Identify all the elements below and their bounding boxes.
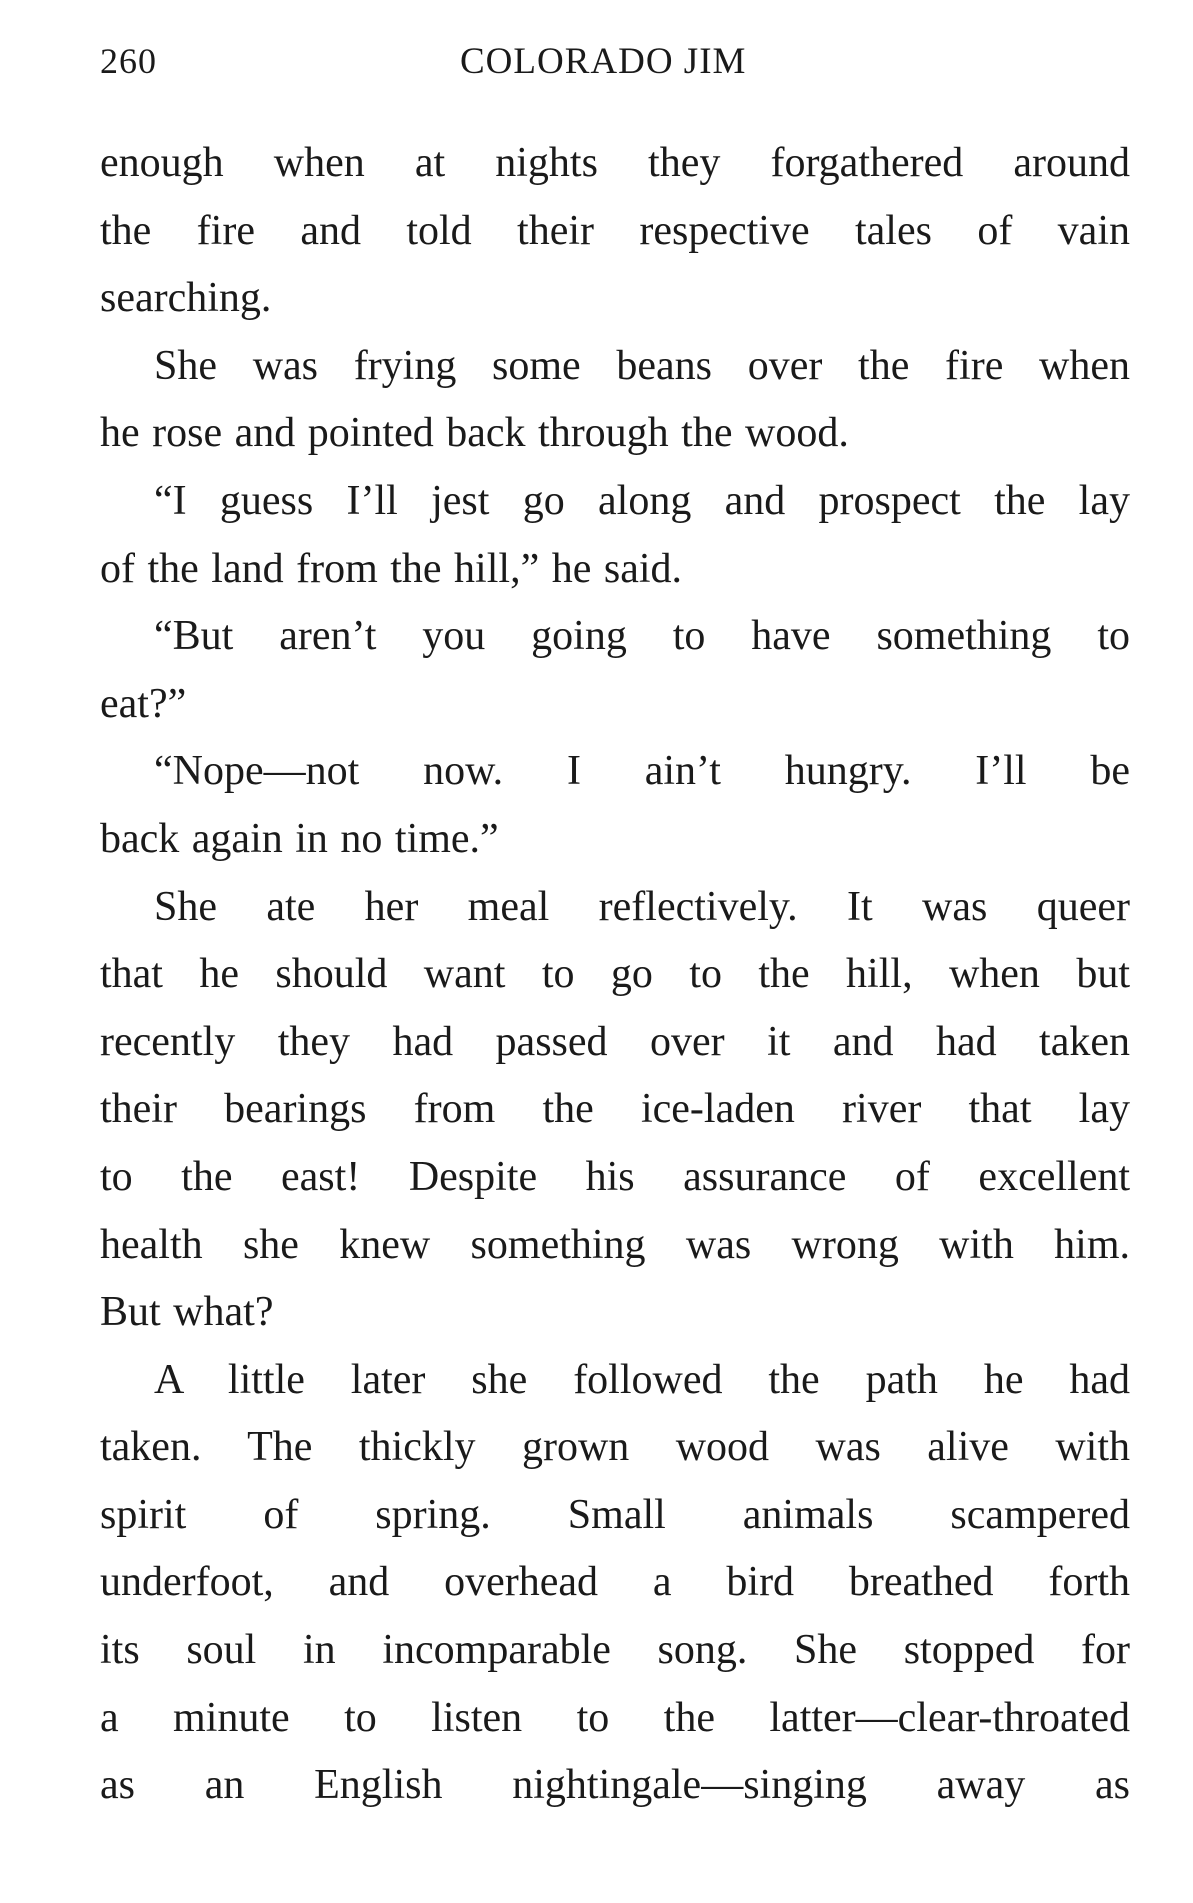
text-line: as an English nightingale—singing away as	[100, 1762, 1130, 1809]
text-line: to the east! Despite his assurance of excellent	[100, 1153, 1130, 1200]
text-line: taken. The thickly grown wood was alive with	[100, 1424, 1130, 1471]
text-line: he rose and pointed back through the wood.	[100, 410, 849, 457]
text-line: recently they had passed over it and had taken	[100, 1018, 1130, 1065]
book-title: COLORADO JIM	[460, 41, 747, 82]
text-line: back again in no time.”	[100, 815, 499, 862]
text-line: a minute to listen to the latter—clear-throated	[100, 1694, 1130, 1741]
text-line: She was frying some beans over the fire when	[154, 342, 1130, 389]
text-line: But what?	[100, 1289, 274, 1336]
text-line: “But aren’t you going to have something to	[154, 613, 1130, 660]
text-line: She ate her meal reflectively. It was queer	[154, 883, 1130, 930]
text-line: that he should want to go to the hill, when but	[100, 951, 1130, 998]
text-line: its soul in incomparable song. She stopped for	[100, 1627, 1130, 1674]
running-head	[100, 40, 1100, 100]
text-line: “Nope—not now. I ain’t hungry. I’ll be	[154, 748, 1130, 795]
text-line: enough when at nights they forgathered around	[100, 140, 1130, 186]
text-line: spirit of spring. Small animals scampered	[100, 1491, 1130, 1538]
text-line: eat?”	[100, 680, 187, 727]
text-line: their bearings from the ice-laden river that lay	[100, 1086, 1130, 1133]
text-line: “I guess I’ll jest go along and prospect the lay	[154, 477, 1130, 524]
text-line: A little later she followed the path he had	[154, 1356, 1130, 1403]
text-line: underfoot, and overhead a bird breathed forth	[100, 1559, 1130, 1606]
body-text	[100, 130, 1130, 1820]
text-line: searching.	[100, 275, 272, 322]
text-line: the fire and told their respective tales of vain	[100, 207, 1130, 254]
page-number: 260	[100, 41, 157, 81]
text-line: of the land from the hill,” he said.	[100, 545, 683, 592]
text-line: health she knew something was wrong with him.	[100, 1221, 1130, 1268]
